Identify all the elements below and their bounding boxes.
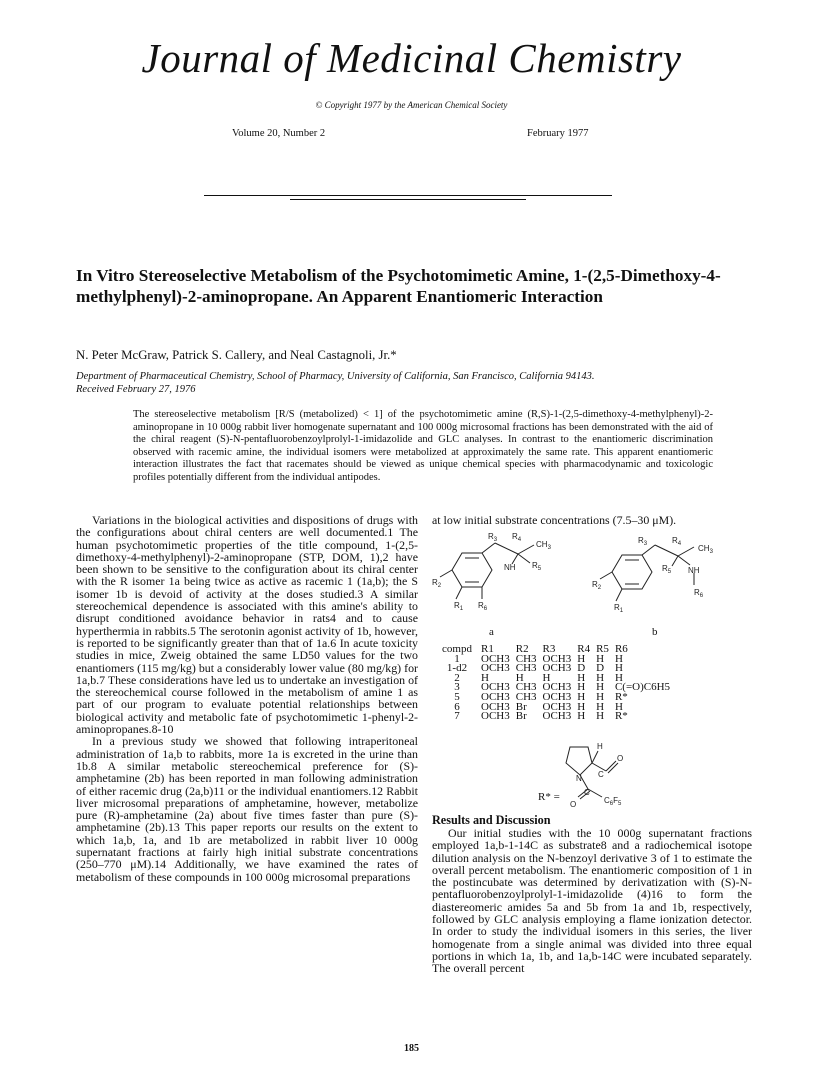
- compound-table: [436, 645, 673, 722]
- svg-text:R4: $R_4$: [672, 536, 682, 547]
- table-cell: 3: [454, 681, 460, 694]
- table-cell: OCH3: [481, 710, 510, 723]
- header-cell: compd: [442, 643, 472, 655]
- svg-text:R3: $R_3$: [638, 536, 648, 547]
- table-cell: H: [614, 671, 623, 684]
- table-cell: OCH3: [481, 681, 510, 694]
- svg-text:NH: NH: [504, 563, 516, 572]
- affiliation-block: [76, 371, 776, 396]
- structure-label-a: a: [489, 626, 494, 638]
- table-cell: H: [481, 671, 489, 684]
- table-cell: H: [577, 690, 586, 703]
- table-cell: CH3: [515, 681, 537, 694]
- table-cell: OCH3: [542, 710, 572, 723]
- body-paragraph-1: Variations in the biological activities and dispositions of drugs with the configurations about chiral centers are well documented.1 The human psychotomimetic properties of the title compound, 1-(2,5-dimethoxy-4-methylphenyl)-2-aminopropane (STP, DOM, 1),2 have been shown to be sensitive to the configuration about its chiral center with the R isomer 1a being twice as active as racemic 1 (1a,b); the S isomer 1b is devoid of activity at the doses studied.3 A similar stereochemical dependence is associated with this amine's ability to disrupt conditioned avoidance behavior in rats4 and to cause hyperthermia in rabbits.5 The serotonin agonist activity of 1b, however, is reported to be significantly greater than that of 1a.6 In acute toxicity studies in mice, Zweig obtained the same LD50 values for the two enantiomers (115 mg/kg) but a considerably lower value (80 mg/kg) for 1a,b.7 These considerations have led us to undertake an investigation of the stereochemical course followed in the metabolism of amine 1 as part of our program to evaluate potential relationships between biological activity and metabolic fate of psychotomimetic 1-phenyl-2-aminopropanes.8-10: [76, 513, 418, 737]
- structure-label-b: b: [652, 626, 658, 638]
- svg-text:O: O: [570, 800, 577, 809]
- table-cell: 7: [454, 710, 460, 723]
- structure-b: [600, 545, 694, 601]
- table-cell: OCH3: [481, 652, 510, 665]
- table-cell: H: [542, 671, 551, 684]
- left-column: [76, 514, 418, 883]
- header-cell: R3: [542, 643, 556, 655]
- table-cell: OCH3: [542, 700, 572, 713]
- received-date: Received February 27, 1976: [76, 383, 196, 395]
- table-cell: H: [577, 681, 586, 694]
- table-cell: OCH3: [542, 690, 572, 703]
- svg-text:NH: NH: [688, 566, 700, 575]
- table-cell: H: [614, 662, 623, 675]
- authors: N. Peter McGraw, Patrick S. Callery, and Neal Castagnoli, Jr.*: [76, 348, 397, 362]
- header-rule: [204, 195, 612, 196]
- svg-text:O: O: [617, 754, 624, 763]
- svg-text:H: H: [597, 742, 603, 751]
- page-number: 185: [404, 1043, 419, 1054]
- table-cell: OCH3: [481, 700, 510, 713]
- svg-text:R4: $R_4$: [512, 533, 522, 543]
- table-cell: R*: [614, 690, 628, 703]
- structure-a: [440, 543, 534, 599]
- table-cell: R*: [614, 710, 628, 723]
- table-cell: CH3: [515, 652, 537, 665]
- header-cell: R6: [614, 643, 628, 655]
- results-paragraph: Our initial studies with the 10 000g supernatant fractions employed 1a,b-1-14C as substrate8 and a radiochemical isotope dilution analysis on the N-benzoyl derivative 3 of 1 to estimate the overall percent metabolism. The enantiomeric composition of 1 in the postincubate was determined by derivatization with (S)-N-pentafluorobenzoylprolyl-1-imidazolide (4)16 to form the diastereomeric amides 5a and 5b from 1a and 1b, respectively, followed by GLC analysis employing a flame ionization detector. In order to study the individual isomers in this series, the liver homogenate from a single animal was divided into three equal portions in which 1a, 1b, and 1a,b-14C were incubated separately. The overall percent: [432, 826, 752, 976]
- table-cell: CH3: [515, 690, 537, 703]
- chemical-structures-figure: [432, 533, 752, 643]
- header-rule-thin: [290, 199, 526, 200]
- table-cell: 2: [454, 671, 460, 684]
- issue-date: February 1977: [527, 128, 589, 139]
- table-cell: H: [515, 671, 524, 684]
- volume-number: Volume 20, Number 2: [232, 128, 326, 139]
- table-cell: H: [596, 700, 605, 713]
- table-cell: Br: [515, 710, 527, 723]
- svg-text:N: N: [576, 774, 582, 783]
- table-cell: H: [596, 690, 605, 703]
- table-cell: OCH3: [481, 690, 510, 703]
- r-star-structure: [550, 741, 640, 811]
- svg-text:R6: $R_6$: [694, 588, 704, 599]
- table-cell: H: [577, 671, 586, 684]
- table-cell: Br: [515, 700, 527, 713]
- table-cell: H: [577, 710, 586, 723]
- header-cell: R4: [577, 643, 591, 655]
- svg-text:R6: $R_6$: [478, 601, 488, 612]
- abstract: The stereoselective metabolism [R/S (metabolized) < 1] of the psychotomimetic amine (R,S)-1-(2,5-dimethoxy-4-methylphenyl)-2-aminopropane in 10 000g rabbit liver homogenate supernatant and 100 000g microsomal fractions has been demonstrated with the aid of the chiral reagent (S)-N-pentafluorobenzoylprolyl-1-imidazolide and GLC analyses. In contrast to the enantiomeric discrimination observed with racemic amine, the individual isomers were metabolized at approximately the same rate. This apparent enantiomeric interaction illustrates the fact that racemates should be viewed as unique chemical species with pharmacodynamic and toxicologic profiles potentially different from the individual antipodes.: [133, 409, 713, 483]
- table-cell: H: [596, 681, 605, 694]
- svg-text:R1: $R_1$: [454, 601, 464, 612]
- header-cell: R1: [481, 643, 494, 655]
- header-cell: R5: [596, 643, 609, 655]
- table-cell: OCH3: [542, 662, 572, 675]
- table-cell: D: [596, 662, 605, 675]
- table-cell: CH3: [515, 662, 537, 675]
- svg-text:CH3: $CH_3$: [698, 544, 713, 555]
- table-cell: H: [596, 671, 605, 684]
- compound-table-row: [436, 664, 673, 674]
- svg-text:C: C: [584, 788, 590, 797]
- body-paragraph-continued: at low initial substrate concentrations (7.5–30 μM).: [432, 513, 677, 527]
- table-cell: 1: [454, 652, 460, 665]
- svg-text:C6F5: $C_6F_5$: [604, 796, 622, 807]
- svg-text:R5: $R_5$: [662, 564, 672, 575]
- table-cell: OCH3: [542, 652, 572, 665]
- svg-text:R2: $R_2$: [432, 578, 442, 589]
- table-cell: H: [596, 652, 605, 665]
- header-cell: R2: [515, 643, 529, 655]
- structure-b-labels: [592, 536, 714, 614]
- table-cell: H: [577, 700, 586, 713]
- table-cell: H: [596, 710, 605, 723]
- svg-text:CH3: $CH_3$: [536, 540, 551, 551]
- right-column-top: [432, 514, 752, 526]
- table-cell: OCH3: [481, 662, 510, 675]
- table-cell: D: [577, 662, 586, 675]
- table-cell: 1-d2: [446, 662, 468, 675]
- table-cell: H: [614, 700, 623, 713]
- compound-table-row: [436, 712, 673, 722]
- section-heading-results: Results and Discussion: [432, 813, 551, 827]
- table-cell: H: [614, 652, 623, 665]
- right-column: [432, 827, 752, 975]
- body-paragraph-2: In a previous study we showed that following intraperitoneal administration of 1a,b to rabbits, more 1a is excreted in the urine than 1b.8 A similar metabolic stereochemical preference for (S)-amphetamine (2b) has been reported in man following administration of either racemic drug (2a,b)11 or the individual enantiomers.12 Rabbit liver microsomal preparations of amphetamine, however, metabolize pure (R)-amphetamine (2a) about five times faster than pure (S)-amphetamine (2b).13 This paper reports our results on the extent to which 1a,b, 1a, and 1b are metabolized in rabbit liver 10 000g supernatant fractions at fairly high initial substrate concentrations (250–770 μM).14 Additionally, we have examined the rates of metabolism of these compounds in 100 000g microsomal preparations: [76, 734, 418, 884]
- svg-text:C: C: [598, 770, 604, 779]
- svg-text:R1: $R_1$: [614, 603, 624, 614]
- table-cell: 5: [454, 690, 460, 703]
- affiliation: Department of Pharmaceutical Chemistry, School of Pharmacy, University of California, San Francisco, California 94143.: [76, 371, 595, 382]
- table-cell: C(=O)C6H5: [614, 681, 671, 694]
- r-star-label: R* =: [538, 791, 560, 803]
- table-cell: OCH3: [542, 681, 572, 694]
- article-title: In Vitro Stereoselective Metabolism of the Psychotomimetic Amine, 1-(2,5-Dimethoxy-4-methylphenyl)-2-aminopropane. An Apparent Enantiomeric Interaction: [76, 266, 721, 306]
- svg-text:R3: $R_3$: [488, 533, 498, 543]
- svg-text:R5: $R_5$: [532, 561, 542, 572]
- copyright-line: © Copyright 1977 by the American Chemical Society: [315, 100, 508, 110]
- table-cell: H: [577, 652, 586, 665]
- journal-title: Journal of Medicinal Chemistry: [141, 35, 682, 81]
- svg-text:R2: $R_2$: [592, 580, 602, 591]
- table-cell: 6: [454, 700, 460, 713]
